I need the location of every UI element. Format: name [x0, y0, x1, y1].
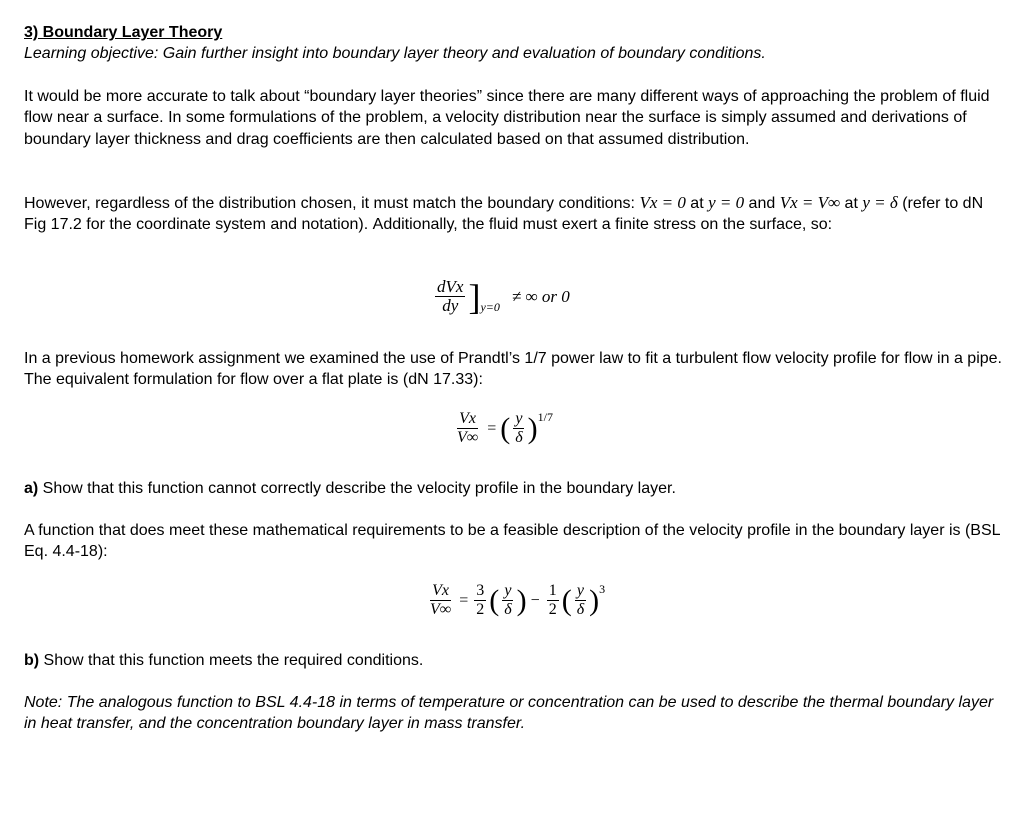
question-a: a) Show that this function cannot correctly describe the velocity profile in the boundary layer.	[24, 480, 676, 497]
section-header	[24, 22, 1004, 65]
paragraph-intro: It would be more accurate to talk about “boundary layer theories” since there are many different ways of approaching the problem of fluid flow near a surface. In some formulations of the problem, a velocity distribution near the surface is simply assumed and derivations of boundary layer thickness and drag coefficients are then calculated based on that assumed distribution.	[24, 88, 990, 148]
paragraph-bsl: A function that does meet these mathematical requirements to be a feasible description of the velocity profile in the boundary layer is (BSL Eq. 4.4-18):	[24, 522, 1000, 561]
paragraph-boundary-conditions: However, regardless of the distribution chosen, it must match the boundary conditions: Vx = 0 at y = 0 and Vx = V∞ at y = δ (refer to dN Fig 17.2 for the coordinate system and notation). Additionally, the fluid must exert a finite stress on the surface, so:	[24, 193, 984, 234]
paragraph-prandtl: In a previous homework assignment we examined the use of Prandtl’s 1/7 power law to fit a turbulent flow velocity profile for flow in a pipe. The equivalent formulation for flow over a flat plate is (dN 17.33):	[24, 350, 1002, 389]
equation-cubic-profile: $\frac{Vx}{V\infty}$ = $\frac{3}{2}$ ( $\frac{y}{\delta}$ ) − $\frac{1}{2}$ ( $\frac{y}{\delta}$ ) 3	[430, 582, 606, 618]
equation-power-law: $\frac{Vx}{V\infty}$ = ( $\frac{y}{\delta}$ ) 1/7	[457, 410, 553, 446]
learning-objective: Learning objective: Gain further insight into boundary layer theory and evaluation of boundary conditions.	[24, 45, 766, 63]
section-title: 3) Boundary Layer Theory	[24, 24, 223, 41]
equation-shear-condition: $\frac{\text{dVx}}{dy}$ ] y=0 ≠ ∞ or 0	[437, 276, 570, 317]
question-b: b) Show that this function meets the required conditions.	[24, 652, 424, 669]
note: Note: The analogous function to BSL 4.4-18 in terms of temperature or concentration can be used to describe the thermal boundary layer in heat transfer, and the concentration boundary layer in mass transfer.	[24, 694, 994, 733]
